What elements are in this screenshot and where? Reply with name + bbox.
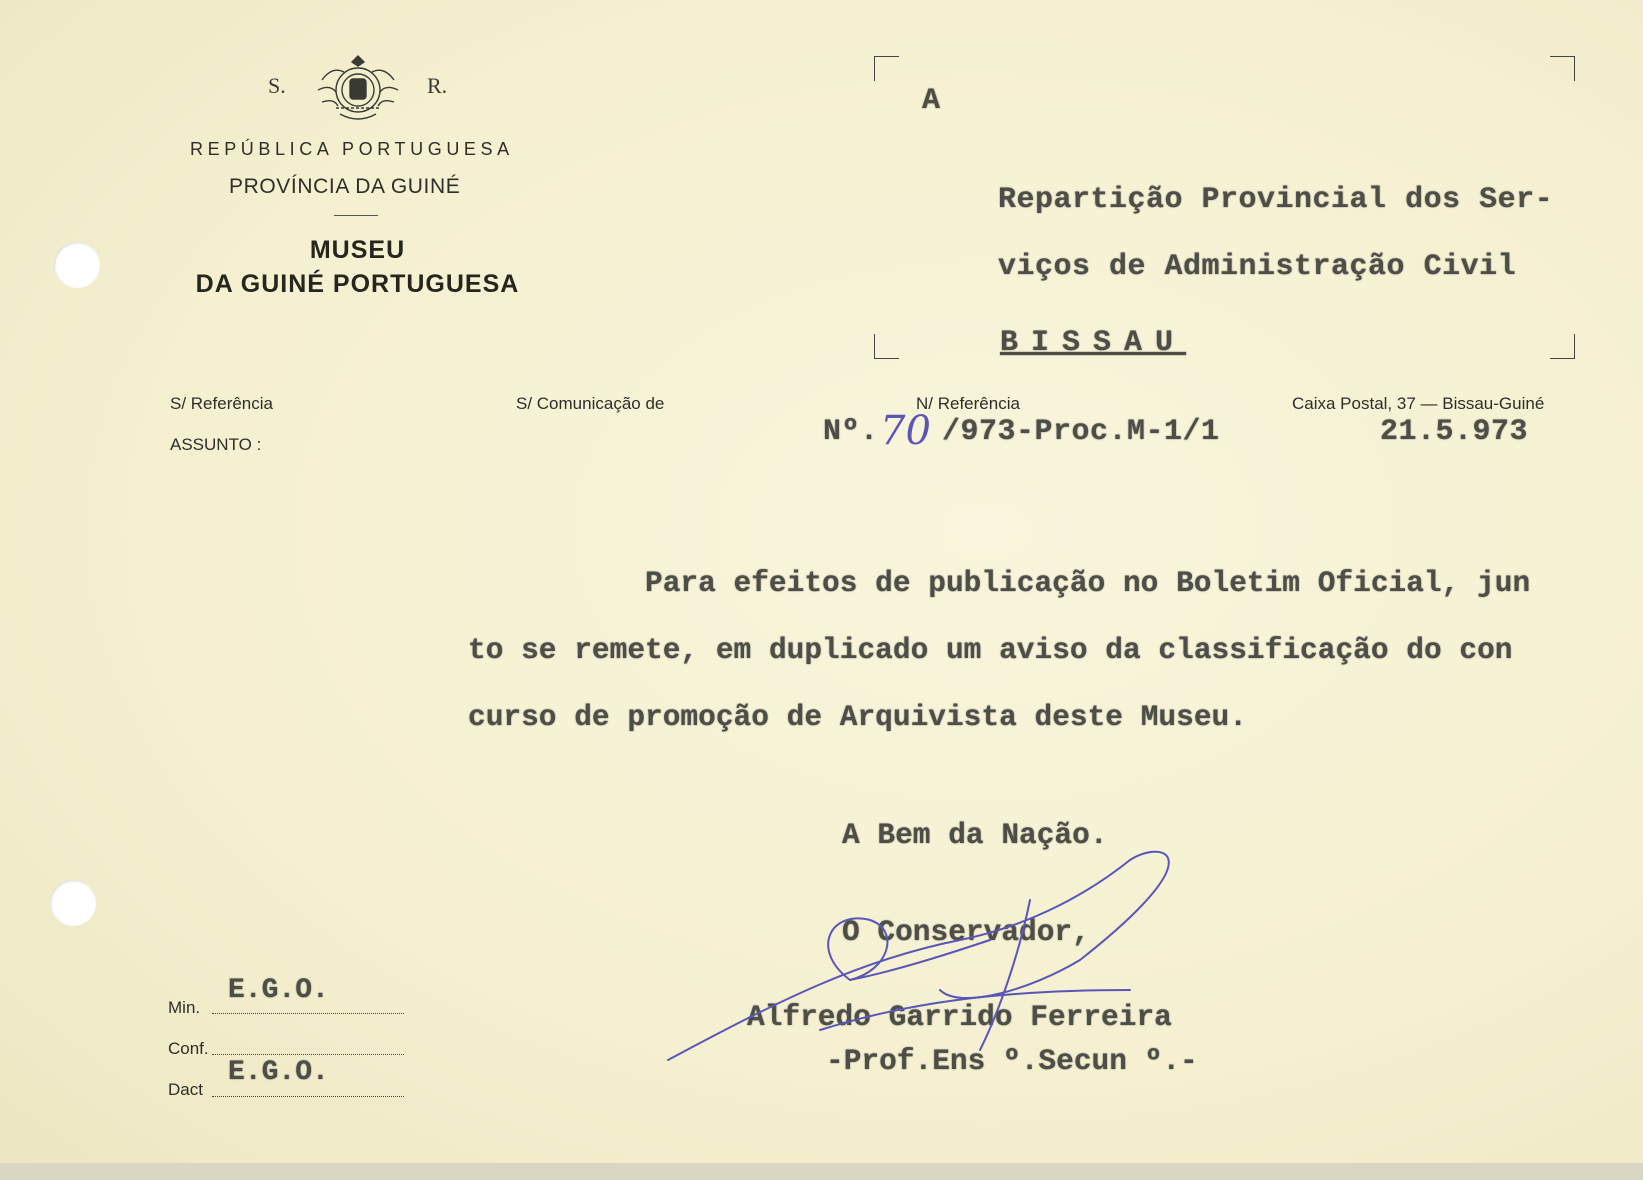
letterhead-republic: REPÚBLICA PORTUGUESA [190, 139, 514, 159]
dact-dotted-line [212, 1096, 404, 1097]
punch-hole-bottom [50, 880, 96, 926]
min-dotted-line [212, 1013, 404, 1014]
window-corner-bottom-right [1550, 334, 1575, 359]
conf-dotted-line [212, 1054, 404, 1055]
body-line-1: Para efeitos de publicação no Boletim Oficial, jun [645, 566, 1531, 600]
window-corner-top-right [1550, 56, 1575, 81]
min-label: Min. [168, 998, 201, 1017]
coat-of-arms-emblem [310, 50, 406, 124]
letterhead-s: S. [268, 73, 286, 98]
n-referencia-label: N/ Referência [916, 394, 1020, 413]
addressee-line2: viços de Administração Civil [998, 250, 1517, 284]
min-value: E.G.O. [228, 975, 329, 1006]
n-ref-prefix: Nº. [823, 415, 879, 449]
postal-address-label: Caixa Postal, 37 — Bissau-Guiné [1292, 394, 1545, 413]
dact-value: E.G.O. [228, 1057, 329, 1088]
scan-bottom-edge [0, 1163, 1643, 1180]
n-ref-value: /973-Proc.M-1/1 [942, 415, 1220, 449]
addressee-prefix: A [922, 84, 941, 118]
body-line-3: curso de promoção de Arquivista deste Museu. [468, 700, 1247, 734]
closing-name: Alfredo Garrido Ferreira [747, 1000, 1172, 1034]
window-corner-top-left [874, 56, 899, 81]
handwritten-signature [660, 840, 1220, 1070]
letterhead-museum-line2: DA GUINÉ PORTUGUESA [195, 270, 520, 298]
closing-role: O Conservador, [842, 915, 1090, 949]
assunto-label: ASSUNTO : [170, 435, 262, 454]
closing-salutation: A Bem da Nação. [842, 818, 1108, 852]
body-line-2: to se remete, em duplicado um aviso da classificação do con [468, 633, 1513, 667]
conf-label: Conf. [168, 1039, 209, 1058]
addressee-city: BISSAU [1000, 326, 1187, 360]
window-corner-bottom-left [874, 334, 899, 359]
letterhead-museum-line1: MUSEU [309, 236, 406, 264]
dact-label: Dact [168, 1080, 203, 1099]
s-referencia-label: S/ Referência [170, 394, 273, 413]
letterhead-r: R. [427, 73, 448, 98]
letterhead-divider [334, 215, 378, 216]
punch-hole-top [54, 242, 100, 288]
n-ref-handwritten-number: 70 [880, 408, 931, 454]
addressee-line1: Repartição Provincial dos Ser- [998, 183, 1554, 217]
letter-date: 21.5.973 [1380, 415, 1529, 449]
s-comunicacao-label: S/ Comunicação de [516, 394, 665, 413]
closing-title: -Prof.Ens º.Secun º.- [826, 1044, 1198, 1078]
letterhead-province: PROVÍNCIA DA GUINÉ [229, 175, 461, 198]
